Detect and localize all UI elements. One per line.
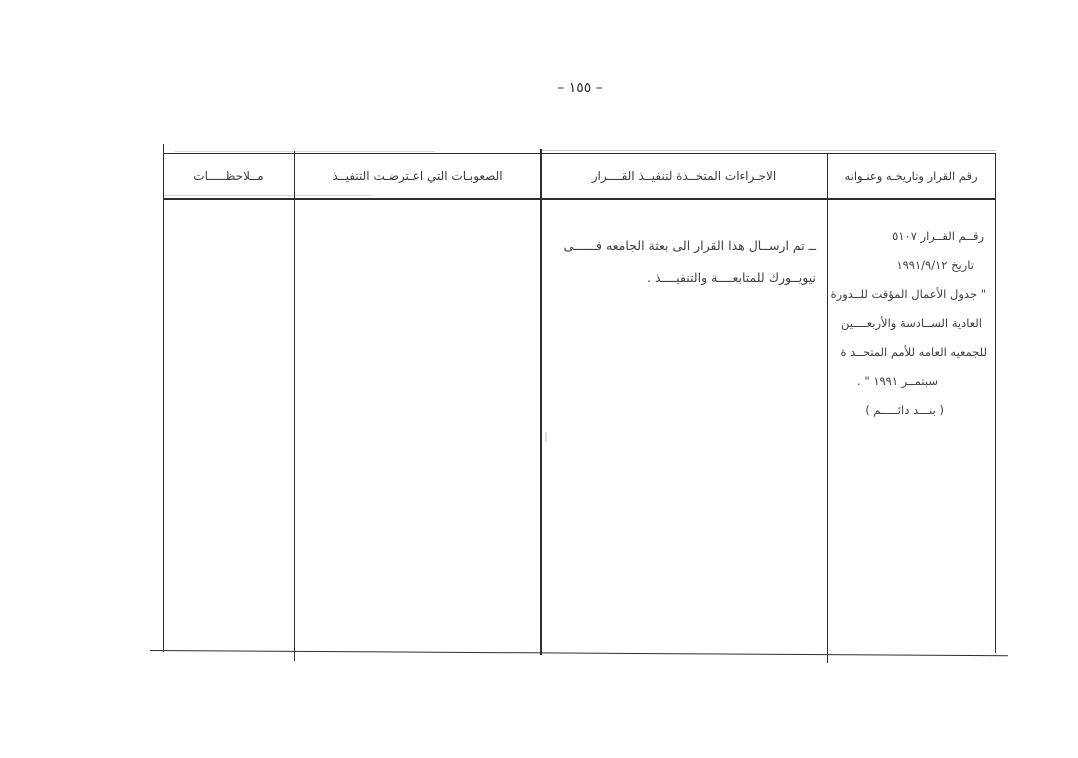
cell-remarks [164,200,294,650]
cell-resolution [829,222,990,425]
cell-measures [548,230,816,294]
resolution-number-line: رقــم القــرار ٥١٠٧ [892,229,984,243]
column-header-resolution [827,153,995,198]
column-divider-difficulties [540,149,542,655]
table-border-top-ghost [540,150,996,151]
resolution-title-line-3: للجمعيه العامه للأمم المتحــد ة [840,345,987,359]
column-header-measures-label: الاجـراءات المتخــذة لتنفيــذ القــــرار [591,168,777,183]
scan-speck [545,432,547,442]
column-header-resolution-label: رقم القرار وتاريخـه وعنـوانه [844,168,978,183]
table-border-bottom [150,650,1008,657]
page-number: – ١٥٥ – [557,80,603,96]
measures-line-2: نيويــورك للمتابعــــة والتنفيــــذ . [647,270,816,285]
table-border-right [995,153,996,653]
resolution-permanent-item-note: ( بنـــد دائـــــم ) [865,403,944,417]
resolution-title-line-4: سبتمــر ١٩٩١ " . [857,374,938,388]
resolution-title-line-1: " جدول الأعمال المؤقت للــدورة [830,287,986,301]
column-header-difficulties [295,153,540,198]
resolution-date-line: تاريخ ١٩٩١/٩/١٢ [896,258,974,272]
resolution-title-line-2: العادية الســادسة والأربعــــين [841,316,982,330]
column-header-measures [541,153,827,198]
column-header-remarks-label: مــلاحظـــــات [193,168,264,183]
column-header-difficulties-label: الصعوبـات التي اعـترضـت التنفيــذ [332,168,503,183]
table-border-top-ghost-left [175,151,435,152]
measures-line-1: ــ تم ارســال هذا القرار الى بعثة الجامعه فــــــى [563,238,816,253]
cell-difficulties [295,200,540,650]
column-header-remarks [163,153,294,198]
